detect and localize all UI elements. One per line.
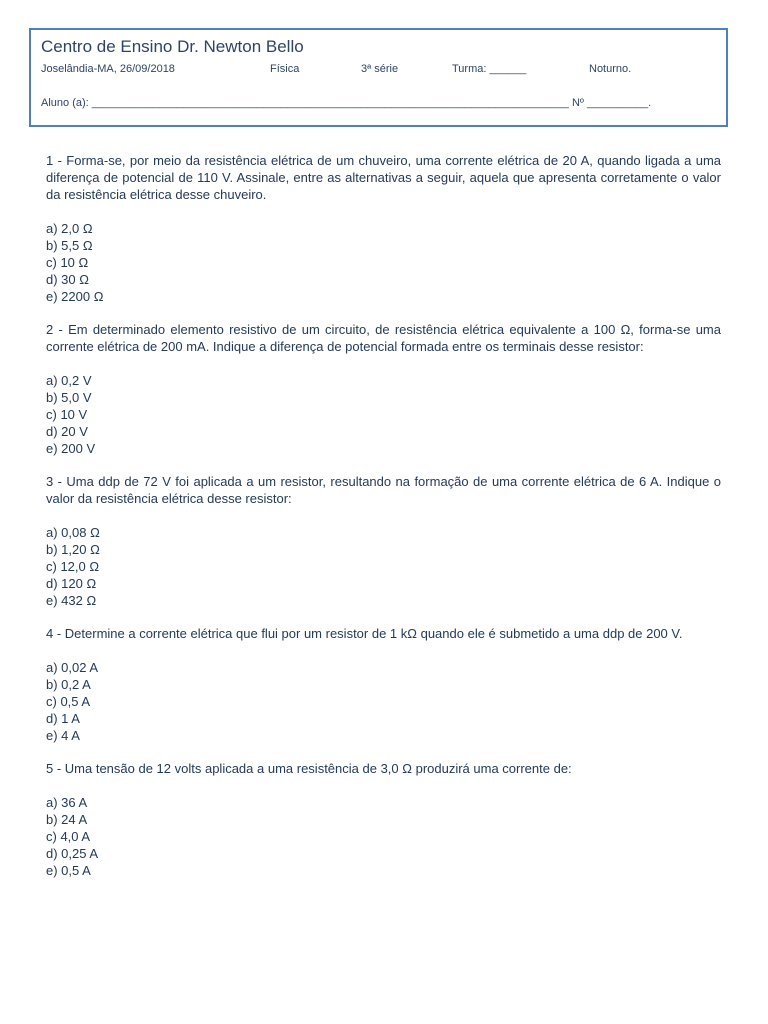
option: b) 24 A <box>46 812 88 827</box>
question-5 <box>46 760 721 879</box>
subject: Física <box>270 63 300 75</box>
school-name: Centro de Ensino Dr. Newton Bello <box>41 37 304 56</box>
option-list <box>46 659 721 744</box>
question-text: 4 - Determine a corrente elétrica que flui por um resistor de 1 kΩ quando ele é submetido a uma ddp de 200 V. <box>46 626 683 641</box>
option-list <box>46 794 721 879</box>
question-text: 2 - Em determinado elemento resistivo de um circuito, de resistência elétrica equivalente a 100 Ω, forma-se uma corrente elétrica de 200 mA. Indique a diferença de potencial formada entre os terminais desse resistor: <box>46 322 721 354</box>
option: e) 200 V <box>46 441 96 456</box>
option-list <box>46 220 721 305</box>
option: b) 1,20 Ω <box>46 542 100 557</box>
option: a) 0,2 V <box>46 373 92 388</box>
option: c) 10 Ω <box>46 255 89 270</box>
option: b) 0,2 A <box>46 677 91 692</box>
option: a) 0,08 Ω <box>46 525 100 540</box>
option: a) 0,02 A <box>46 660 99 675</box>
option: d) 20 V <box>46 424 88 439</box>
option: c) 12,0 Ω <box>46 559 100 574</box>
option: e) 0,5 A <box>46 863 91 878</box>
location-date: Joselândia-MA, 26/09/2018 <box>41 63 175 75</box>
option: d) 0,25 A <box>46 846 99 861</box>
question-2 <box>46 321 721 457</box>
option: d) 30 Ω <box>46 272 89 287</box>
option: a) 36 A <box>46 795 88 810</box>
student-name-line: Aluno (a): ______________________________________________________________________________ Nº __________. <box>41 97 652 109</box>
question-text: 5 - Uma tensão de 12 volts aplicada a uma resistência de 3,0 Ω produzirá uma corrente de: <box>46 761 572 776</box>
option: e) 432 Ω <box>46 593 97 608</box>
option-list <box>46 372 721 457</box>
question-list <box>46 152 721 895</box>
option: a) 2,0 Ω <box>46 221 93 236</box>
option: c) 10 V <box>46 407 88 422</box>
question-text: 3 - Uma ddp de 72 V foi aplicada a um resistor, resultando na formação de uma corrente elétrica de 6 A. Indique o valor da resistência elétrica desse resistor: <box>46 474 721 506</box>
class-field: Turma: ______ <box>452 63 527 75</box>
option: c) 0,5 A <box>46 694 91 709</box>
option: e) 2200 Ω <box>46 289 104 304</box>
shift: Noturno. <box>589 63 632 75</box>
header-box <box>29 28 728 127</box>
option: d) 120 Ω <box>46 576 97 591</box>
question-3 <box>46 473 721 609</box>
option: d) 1 A <box>46 711 80 726</box>
grade: 3ª série <box>361 63 399 75</box>
question-4 <box>46 625 721 744</box>
option: b) 5,0 V <box>46 390 92 405</box>
option: e) 4 A <box>46 728 80 743</box>
option: b) 5,5 Ω <box>46 238 93 253</box>
option: c) 4,0 A <box>46 829 91 844</box>
question-text: 1 - Forma-se, por meio da resistência elétrica de um chuveiro, uma corrente elétrica de 20 A, quando ligada a uma diferença de potencial de 110 V. Assinale, entre as alternativas a seguir, aquela que apresenta corretamente o valor da resistência elétrica desse chuveiro. <box>46 153 721 202</box>
question-1 <box>46 152 721 305</box>
option-list <box>46 524 721 609</box>
